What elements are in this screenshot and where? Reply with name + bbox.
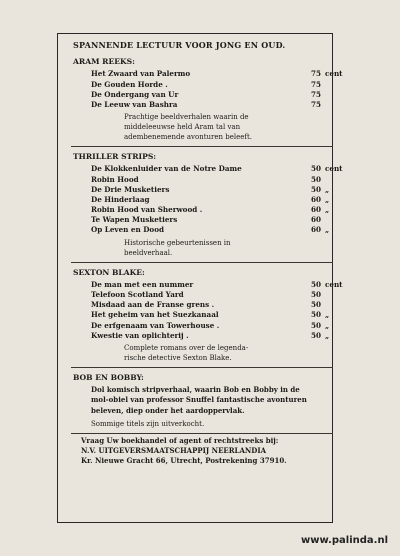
title-price: 50 (311, 164, 322, 174)
description-line: beeldverhaal. (124, 248, 173, 257)
section-description (73, 238, 320, 258)
title-price: 50 (311, 320, 322, 330)
title-name: Kwestie van oplichterij . (91, 330, 189, 340)
title-name: Telefoon Scotland Yard (91, 290, 184, 300)
section-heading: SEXTON BLAKE: (73, 267, 145, 277)
page-title: SPANNENDE LECTUUR VOOR JONG EN OUD. (73, 40, 286, 50)
title-price: 75 (311, 79, 322, 89)
title-price: 60 (311, 205, 322, 215)
section-heading-bob: BOB EN BOBBY: (73, 373, 144, 382)
title-price: 75 (311, 99, 322, 109)
title-name: Het geheim van het Suezkanaal (91, 310, 219, 320)
description-line: Prachtige beeldverhalen waarin de (124, 113, 249, 122)
title-name: Robin Hood van Sherwood . (91, 205, 203, 215)
catalog-content (73, 40, 343, 466)
title-name: Op Leven en Dood (91, 225, 165, 235)
title-name: Robin Hood (91, 174, 139, 184)
title-row (73, 331, 335, 341)
title-row (73, 90, 335, 100)
section-description (73, 343, 320, 363)
title-name: De Klokkenluider van de Notre Dame (91, 164, 242, 174)
title-row (73, 69, 343, 79)
publisher-footer (73, 436, 335, 467)
title-price: 60 (311, 215, 322, 225)
title-price: 50 (311, 174, 322, 184)
section-heading: THRILLER STRIPS: (73, 152, 157, 162)
divider (71, 262, 333, 263)
title-row (73, 175, 335, 185)
title-row (73, 195, 335, 205)
footer-line: N.V. UITGEVERSMAATSCHAPPIJ NEERLANDIA (81, 446, 267, 456)
title-name: Misdaad aan de Franse grens . (91, 300, 215, 310)
title-price: 50 (311, 330, 322, 340)
title-price: 50 (311, 310, 322, 320)
title-row (73, 80, 335, 90)
description-line: Historische gebeurtenissen in (124, 238, 231, 247)
title-name: De Hinderlaag (91, 194, 150, 204)
footer-line: Vraag Uw boekhandel of agent of rechtstreeks bij: (81, 435, 279, 445)
price-unit: „ (325, 194, 330, 204)
title-name: De Drie Musketiers (91, 184, 170, 194)
watermark: www.palinda.nl (300, 535, 388, 546)
price-unit: „ (325, 205, 330, 215)
title-name: Het Zwaard van Palermo (91, 69, 191, 79)
bob-line: beleven, diep onder het aardoppervlak. (91, 405, 245, 415)
title-price: 60 (311, 225, 322, 235)
title-row (73, 321, 335, 331)
title-price: 60 (311, 194, 322, 204)
title-row (73, 300, 335, 310)
title-row (73, 205, 335, 215)
title-name: De Ondergang van Ur (91, 89, 179, 99)
title-name: Te Wapen Musketiers (91, 215, 178, 225)
title-name: De Gouden Horde . (91, 79, 168, 89)
title-price: 50 (311, 290, 322, 300)
bob-line: mol-obiel van professor Snuffel fantastische avonturen (91, 395, 307, 405)
section-description (73, 112, 320, 142)
title-row (73, 279, 343, 290)
title-row (73, 185, 335, 195)
description-line: rische detective Sexton Blake. (124, 354, 232, 362)
description-line: Complete romans over de legenda- (124, 344, 249, 352)
title-row (73, 164, 343, 174)
price-unit: cent (325, 69, 343, 79)
footer-line: Kr. Nieuwe Gracht 66, Utrecht, Postrekening 37910. (81, 456, 287, 466)
title-row (73, 310, 335, 320)
title-name: De man met een nummer (91, 279, 194, 289)
title-price: 75 (311, 69, 322, 79)
title-name: De Leeuw van Bashra (91, 99, 178, 109)
description-line: middeleeuwse held Aram tal van (124, 123, 241, 132)
price-unit: „ (325, 225, 330, 235)
title-price: 75 (311, 89, 322, 99)
divider (71, 433, 333, 434)
title-price: 50 (311, 300, 322, 310)
price-unit: „ (325, 330, 330, 340)
bob-line: Dol komisch stripverhaal, waarin Bob en Bobby in de (91, 385, 300, 395)
title-price: 50 (311, 184, 322, 194)
sections (73, 57, 343, 363)
title-row (73, 290, 335, 300)
sold-out-note: Sommige titels zijn uitverkocht. (91, 419, 205, 428)
divider (71, 146, 333, 147)
title-row (73, 225, 335, 235)
bob-description (73, 385, 336, 416)
price-unit: „ (325, 184, 330, 194)
section-heading: ARAM REEKS: (73, 57, 135, 67)
title-name: De erfgenaam van Towerhouse . (91, 320, 220, 330)
title-row (73, 215, 335, 225)
title-row (73, 100, 335, 110)
title-price: 50 (311, 279, 322, 289)
divider (71, 367, 333, 368)
price-unit: „ (325, 320, 330, 330)
description-line: adembenemende avonturen beleeft. (124, 133, 253, 142)
price-unit: cent (325, 279, 343, 289)
price-unit: cent (325, 164, 343, 174)
price-unit: „ (325, 310, 330, 320)
